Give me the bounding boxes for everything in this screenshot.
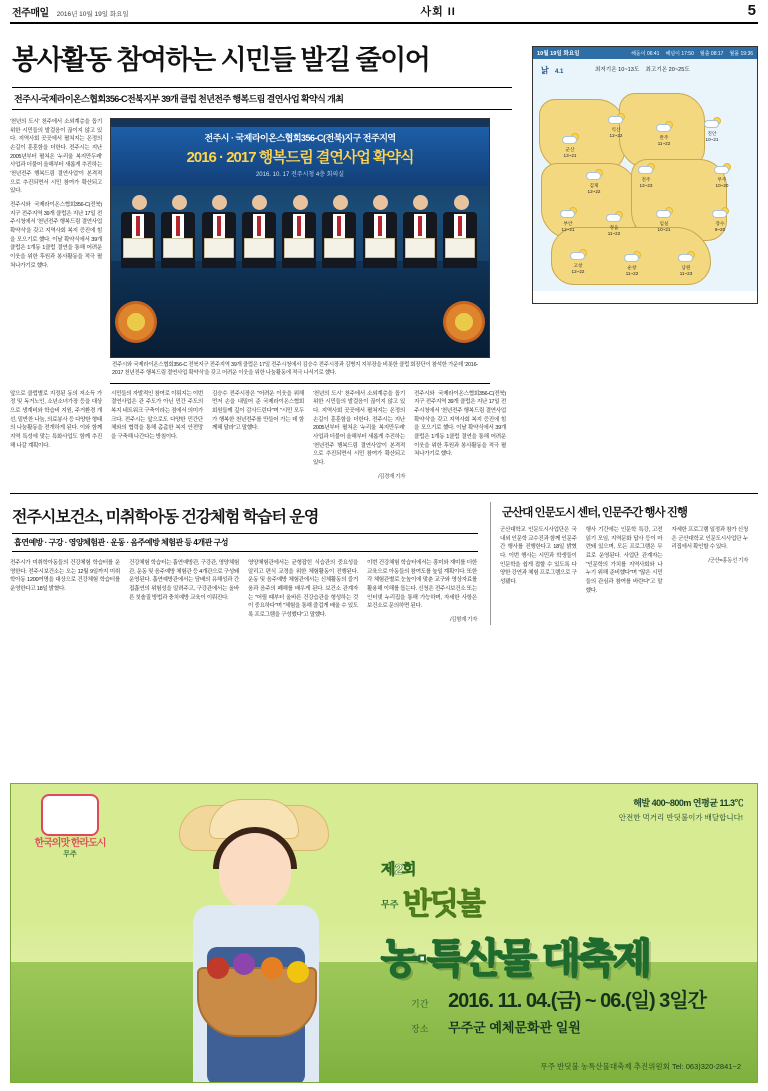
gunsan-column-3	[671, 526, 748, 600]
flower-decoration-icon	[443, 301, 485, 343]
lead-headline: 봉사활동 참여하는 시민들 발길 줄이어	[12, 45, 430, 75]
ad-period-row	[411, 984, 706, 1013]
ad-place-value: 무주군 예체문화관 일원	[448, 1020, 581, 1035]
weather-box	[532, 46, 758, 304]
weather-icon-cloudy	[623, 251, 641, 264]
weather-city-temp: 11~22	[657, 141, 671, 146]
weather-city-name: 전주	[641, 177, 651, 182]
basket-shape	[197, 967, 317, 1037]
gunsan-column-2	[586, 526, 663, 600]
gunsan-article	[490, 502, 748, 625]
weather-title-number: 4.1	[554, 69, 564, 75]
weather-icon-cloudy	[655, 207, 673, 220]
weather-city-name: 익산	[611, 127, 621, 132]
weather-city-temp: 11~22	[625, 271, 639, 276]
ad-period-value: 2016. 11. 04.(금) ~ 06.(일) 3일간	[448, 990, 706, 1012]
moonset-time: 월몰 19:36	[729, 50, 753, 57]
ad-title-block	[381, 858, 741, 984]
health-para-2: 건강체험 학습터는 흡연예방관, 구강관, 영양체험관, 운동 및 음주예방 체험관 등 4개관으로 구성돼 운영된다. 흡연예방관에서는 담배의 유해성과 간접흡연의 위험성을 알려주고, 구강관에서는 올바른 칫솔질 방법과 충치예방 교육이 이뤄진다.	[129, 559, 239, 601]
weather-city-name: 장수	[715, 221, 725, 226]
weather-city-temp: 9~20	[714, 227, 726, 232]
weather-cell	[595, 113, 637, 138]
lead-photo-block	[110, 118, 490, 384]
photo-caption: 전주시와 국제라이온스협회356-C 전북지구 전주지역 39개 클럽은 17일 전주시청에서 김승수 전주시장과 김병지 지부장을 비롯한 클럽 회장단이 참석한 가운데 '2016-2017 천년전주 행복드림 결연사업 확약식'을 갖고 어려운 이웃을 위한 나눔활동에 적극 나서기로 했다.	[110, 358, 490, 384]
photo-banner	[111, 127, 489, 185]
issue-date: 2016년 10월 19일 화요일	[56, 11, 129, 18]
photo-people	[121, 195, 479, 315]
health-title: 전주시보건소, 미취학아동 건강체험 학습터 운영	[12, 508, 319, 526]
weather-icon-cloudy	[561, 133, 579, 146]
lead-para-7: 전주시와 국제라이온스협회356-C(전북)지구 전주지역 39개 클럽은 지난 17일 전주시청에서 '천년전주 행복드림 결연사업 확약식'을 갖고 지역사회 복지 증진에 힘을 모으기로 했다. 이날 확약식에서 39개 클럽은 1개동 1클럽 결연을 통해 어려운 이웃을 위한 후원과 봉사활동을 적극 펼쳐나가기로 했다.	[414, 390, 506, 458]
advertisement[interactable]	[10, 783, 758, 1083]
fruit-apple-icon	[207, 957, 229, 979]
weather-cell	[557, 249, 599, 274]
weather-city-temp: 13~21	[563, 153, 577, 158]
photo-person	[403, 195, 439, 315]
photo-person	[443, 195, 479, 315]
face-shape	[219, 833, 291, 911]
gunsan-title: 군산대 인문도시 센터, 인문주간 행사 진행	[502, 506, 688, 519]
photo-person	[202, 195, 238, 315]
weather-city-name: 완주	[659, 135, 669, 140]
photo-person	[242, 195, 278, 315]
weather-header	[533, 47, 757, 59]
photo-banner-line2: 2016 · 2017 행복드림 결연사업 확약식	[186, 149, 414, 166]
health-byline: /김형재 기자	[450, 616, 477, 623]
weather-icon-cloudy	[711, 207, 729, 220]
weather-cell	[611, 251, 653, 276]
health-para-3: 영양체험관에서는 균형잡힌 식습관의 중요성을 알리고 편식 교정을 위한 체험활동이 진행된다. 운동 및 음주예방 체험관에서는 신체활동의 즐거움과 음주의 폐해를 배우게 된다. 보건소 관계자는 "어릴 때부터 올바른 건강습관을 형성하는 것이 중요하다"며 "체험을 통해 즐겁게 배울 수 있도록 프로그램을 구성했다"고 말했다.	[248, 559, 358, 618]
ad-brand-sup: 무주	[381, 899, 399, 910]
health-column-3	[248, 559, 358, 625]
ad-photo-girl	[131, 797, 381, 1082]
health-para-4: 이번 건강체험 학습터에서는 흥미와 재미를 더한 교육으로 아동들의 참여도를 높일 계획이다. 또한 각 체험관별로 눈높이에 맞춘 교구와 영상자료를 활용해 이해를 돕는다. 신청은 전주시보건소 또는 인터넷 누리집을 통해 가능하며, 자세한 사항은 보건소로 문의하면 된다.	[367, 559, 477, 610]
health-column-4	[367, 559, 477, 625]
weather-icon-cloudy	[607, 113, 625, 126]
weather-cell	[549, 133, 591, 158]
health-article	[10, 502, 480, 625]
lead-para-2: 전주시와 국제라이온스협회356-C(전북)지구 전주지역 39개 클럽은 지난 17일 전주시청에서 '천년전주 행복드림 결연사업 확약식'을 갖고 지역사회 복지 증진에 힘을 모으기로 했다. 이날 확약식에서 39개 클럽은 1개동 1클럽 결연을 통해 어려운 이웃을 위한 후원과 봉사활동을 적극 펼쳐나가기로 했다.	[10, 201, 102, 269]
health-subtitle: 흡연예방 · 구강 · 영양체험관 · 운동 · 음주예방 체험관 등 4개관 구성	[12, 533, 478, 552]
weather-city-temp: 10~20	[715, 183, 729, 188]
lead-para-3: 앞으로 클럽별로 지정된 동의 저소득 가정 및 독거노인, 소년소녀가장 등을 대상으로 생계비와 학습비 지원, 주거환경 개선, 밑반찬 나눔, 의료봉사 등 다양한 형태의 나눔활동을 전개하게 된다. 이와 함께 지역 특성에 맞는 특화사업도 함께 추진해 나갈 계획이다.	[10, 390, 102, 449]
mid-sections	[10, 493, 758, 625]
weather-title	[541, 65, 563, 76]
weather-icon-cloudy	[585, 169, 603, 182]
lead-body-columns	[10, 390, 758, 481]
fruit-grape-icon	[233, 953, 255, 975]
weather-cell	[699, 207, 741, 232]
lead-para-6: '천년의 도시' 천주에서 소외계층을 돕기 위한 시민들의 발걸음이 끊이지 않고 있다. 지역사회 곳곳에서 펼쳐지는 온정의 손길이 훈훈함을 더한다. 전주시는 지난 2005년부터 펼쳐온 '누리울 복지만두레' 사업과 더불어 올해부터 새롭게 추진하는 '천년전주 행복드림 결연사업'이 본격적으로 추진되면서 시민 참여가 확산되고 있다.	[313, 390, 405, 466]
ad-logo-subtitle: 무주	[63, 851, 77, 858]
gunsan-para-2: 행사 기간에는 인문학 특강, 고전 읽기 모임, 지역문화 답사 등이 마련돼 있으며, 모든 프로그램은 무료로 운영된다. 사업단 관계자는 "인문학의 가치를 지역사회와 나누기 위해 준비했다"며 "많은 시민들의 관심과 참여를 바란다"고 말했다.	[585, 526, 663, 594]
sunset-time: 해넘이 17:50	[665, 50, 694, 57]
weather-icon-cloudy	[559, 207, 577, 220]
weather-city-temp: 10~21	[657, 227, 671, 232]
ad-logo-icon	[41, 794, 99, 836]
ad-logo	[25, 794, 115, 859]
photo-banner-line3: 2016. 10. 17 전주시청 4층 회의실	[255, 172, 345, 178]
weather-city-name: 남원	[681, 265, 691, 270]
lead-column-5	[313, 390, 405, 481]
weather-cell	[573, 169, 615, 194]
gunsan-column-1	[500, 526, 577, 600]
gunsan-para-1: 군산대학교 인문도시사업단은 국내외 인문학 교수진과 함께 인문주간 행사를 진행한다고 18일 밝혔다. 이번 행사는 시민과 학생들이 인문학을 쉽게 접할 수 있도록 다양한 강연과 체험 프로그램으로 구성됐다.	[500, 526, 577, 585]
weather-city-temp: 11~22	[607, 231, 621, 236]
masthead-left	[12, 4, 129, 19]
weather-city-name: 무주	[717, 177, 727, 182]
weather-date: 10월 19일 화요일	[537, 51, 580, 57]
gunsan-columns	[500, 526, 748, 600]
ad-footer: 무주 반딧불 농특산물대축제 추진위원회 Tel: 063)320-2841~2	[540, 1062, 741, 1071]
health-column-1	[10, 559, 120, 625]
fruit-pear-icon	[287, 961, 309, 983]
lead-para-4: 시민들의 자발적인 참여로 이뤄지는 이번 결연사업은 관 주도가 아닌 민간 주도의 복지 네트워크 구축이라는 점에서 의미가 크다. 전주시는 앞으로도 다양한 민간단체와의 협력을 통해 촘촘한 복지 안전망을 구축해 나간다는 방침이다.	[111, 390, 203, 440]
section-title: 사회 II	[420, 6, 456, 18]
lead-column-2	[10, 390, 102, 481]
photo-person	[282, 195, 318, 315]
ad-brand: 반딧불	[402, 888, 484, 921]
weather-city-temp: 12~22	[609, 133, 623, 138]
weather-cell	[643, 121, 685, 146]
fruit-persimmon-icon	[261, 957, 283, 979]
weather-city-name: 순창	[627, 265, 637, 270]
weather-map	[533, 59, 757, 291]
weather-city-name: 김제	[589, 183, 599, 188]
weather-icon-cloudy	[677, 251, 695, 264]
ad-info-block	[411, 984, 706, 1040]
weather-icon-cloudy	[637, 163, 655, 176]
lead-column-3	[111, 390, 203, 481]
weather-icon-cloudy	[569, 249, 587, 262]
photo-person	[121, 195, 157, 315]
weather-cell	[593, 211, 635, 236]
weather-icon-cloudy	[713, 163, 731, 176]
photo-person	[363, 195, 399, 315]
lead-subhead: 전주시-국제라이온스협회356-C전북지부 39개 클럽 천년전주 행복드림 결연사업 확약식 개최	[12, 87, 512, 110]
weather-city-name: 정읍	[609, 225, 619, 230]
weather-cell	[625, 163, 667, 188]
weather-cell	[691, 117, 733, 142]
weather-city-name: 진안	[707, 131, 717, 136]
flower-decoration-icon	[115, 301, 157, 343]
health-columns	[10, 559, 480, 625]
photo-person	[322, 195, 358, 315]
ad-badge-line1: 해발 400~800m 연평균 11.3℃	[633, 798, 743, 808]
lead-column-1	[10, 118, 102, 384]
weather-city-name: 부안	[563, 221, 573, 226]
ad-main-title: 농·특산물 대축제	[381, 937, 649, 981]
weather-cell	[701, 163, 743, 188]
weather-city-temp: 12~22	[587, 189, 601, 194]
weather-icon-cloudy	[655, 121, 673, 134]
weather-cell	[547, 207, 589, 232]
lead-photo	[110, 118, 490, 358]
health-para-1: 전주시가 미취학아동들의 건강체험 학습터를 운영한다. 전주시보건소는 오는 12월 9일까지 미취학아동 1200여명을 대상으로 건강체험 학습터를 운영한다고 18일 밝혔다.	[10, 559, 120, 592]
weather-icon-cloudy	[605, 211, 623, 224]
ad-logo-title: 한국의맛 한라도시	[34, 838, 106, 849]
ad-period-label: 기간	[411, 999, 429, 1009]
weather-city-temp: 10~21	[705, 137, 719, 142]
paper-name: 전주매일	[12, 8, 49, 19]
weather-city-temp: 12~21	[561, 227, 575, 232]
ad-place-label: 장소	[411, 1024, 429, 1034]
ad-brand-line	[381, 879, 741, 923]
weather-city-name: 임실	[659, 221, 669, 226]
lead-column-6	[414, 390, 506, 481]
weather-city-name: 고창	[573, 263, 583, 268]
lead-byline: /김경재 기자	[378, 473, 405, 480]
weather-cell	[665, 251, 707, 276]
masthead	[10, 0, 758, 24]
weather-minmax	[595, 65, 690, 73]
lead-para-1: '천년의 도시' 천주에서 소외계층을 돕기 위한 시민들의 발걸음이 끊이지 않고 있다. 지역사회 곳곳에서 펼쳐지는 온정의 손길이 훈훈함을 더한다. 전주시는 지난 2005년부터 펼쳐온 '누리울 복지만두레' 사업과 더불어 올해부터 새롭게 추진하는 '천년전주 행복드림 결연사업'이 본격적으로 추진되면서 시민 참여가 확산되고 있다.	[10, 119, 102, 195]
lead-column-4	[212, 390, 304, 481]
weather-city-temp: 11~23	[679, 271, 693, 276]
weather-city-temp: 12~22	[571, 269, 585, 274]
gunsan-para-3: 자세한 프로그램 일정과 참가 신청은 군산대학교 인문도시사업단 누리집에서 확인할 수 있다.	[671, 526, 749, 551]
weather-city-temp: 12~23	[639, 183, 653, 188]
weather-sun-times	[631, 50, 753, 57]
sunrise-time: 해돋이 06:41	[631, 50, 660, 57]
ad-place-row	[411, 1017, 706, 1036]
moonrise-time: 월출 08:17	[699, 50, 724, 57]
page-number: 5	[747, 2, 756, 19]
weather-cell	[643, 207, 685, 232]
ad-round-label: 제2회	[381, 861, 416, 878]
health-column-2	[129, 559, 239, 625]
lead-para-5: 김승수 전주시장은 "어려운 이웃을 위해 먼저 손을 내밀어 준 국제라이온스협회 회원들께 깊이 감사드린다"며 "시민 모두가 행복한 천년전주를 만들어 가는 데 함께해 달라"고 말했다.	[212, 390, 304, 432]
weather-city-name: 군산	[565, 147, 575, 152]
gunsan-byline: /군산=홍동선 기자	[708, 557, 749, 564]
photo-person	[161, 195, 197, 315]
weather-max: 최고기온 20~25도	[645, 67, 690, 73]
ad-badge-line2: 안전한 먹거리 반딧불이가 배달합니다!	[618, 813, 743, 822]
weather-icon-cloudy	[703, 117, 721, 130]
photo-banner-line1: 전주시 · 국제라이온스협회356-C(전북)지구 전주지역	[204, 133, 396, 143]
ad-badge	[619, 796, 743, 823]
weather-title-text: 낡	[541, 66, 549, 75]
weather-min: 최저기온 10~13도	[595, 67, 640, 73]
